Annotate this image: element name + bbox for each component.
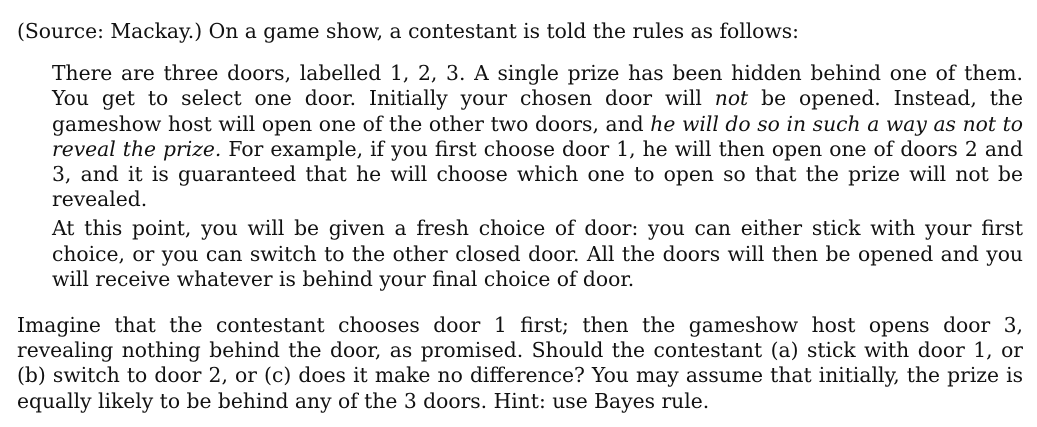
rules-text-a: There are three doors, labelled 1, 2, 3. A single prize has been hidden behind one of them. You get to select one door. Initially your chosen door will	[52, 61, 1023, 111]
rules-emphasis-host: he will do so in such a way as not to reveal the prize.	[52, 111, 1023, 161]
rules-block	[52, 61, 1023, 292]
rules-paragraph-2: At this point, you will be given a fresh choice of door: you can either stick with your first choice, or you can switch to the other closed door. All the doors will then be opened and you will receive whatever is behind your final choice of door.	[52, 216, 1023, 291]
question-paragraph: Imagine that the contestant chooses door 1 first; then the gameshow host opens door 3, revealing nothing behind the door, as promised. Should the contestant (a) stick with door 1, or (b) switch to door 2, or (c) does it make no difference? You may assume that initially, the prize is equally likely to be behind any of the 3 doors. Hint: use Bayes rule.	[17, 313, 1023, 413]
rules-text-c: For example, if you first choose door 1, he will then open one of doors 2 and 3, and it is guaranteed that he will choose which one to open so that the prize will not be revealed.	[52, 136, 1023, 212]
problem-text	[17, 19, 1023, 414]
intro-paragraph: (Source: Mackay.) On a game show, a contestant is told the rules as follows:	[17, 19, 799, 43]
rules-text-b: be opened. Instead, the gameshow host will open one of the other two doors, and	[52, 86, 1023, 136]
rules-paragraph-1	[52, 61, 1023, 212]
rules-emphasis-not: not	[714, 86, 749, 111]
